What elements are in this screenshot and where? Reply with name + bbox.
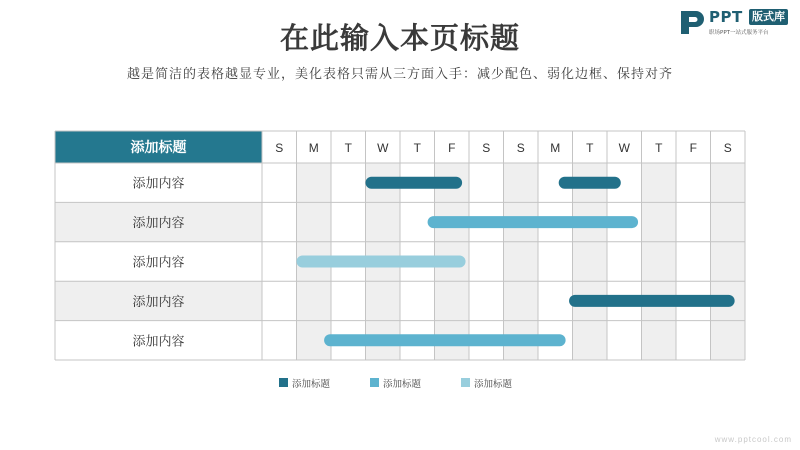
logo-tagline: 职场PPT一站式服务平台 [709,30,769,36]
watermark: www.pptcool.com [714,435,792,444]
legend-swatch [461,378,470,387]
logo-badge: 版式库 [749,9,788,25]
day-header: S [723,141,732,155]
day-header: M [308,141,319,155]
day-header: T [413,141,421,155]
legend-label: 添加标题 [292,379,331,390]
header-label: 添加标题 [130,140,187,156]
day-header: T [586,141,594,155]
day-column-shade [504,163,539,360]
day-column-shade [711,163,746,360]
day-header: M [550,141,561,155]
row-label: 添加内容 [132,334,185,350]
day-header: S [516,141,525,155]
row-label: 添加内容 [132,216,185,232]
day-header: S [482,141,491,155]
day-header: S [275,141,284,155]
legend-label: 添加标题 [474,379,513,390]
day-header: W [377,141,389,155]
day-header: F [689,141,697,155]
day-header: T [655,141,663,155]
day-header: W [618,141,630,155]
day-header: T [344,141,352,155]
logo-text: PPT [709,8,743,26]
legend-swatch [279,378,288,387]
row-label: 添加内容 [132,255,185,271]
day-column-shade [573,163,608,360]
legend-swatch [370,378,379,387]
day-column-shade [642,163,677,360]
page-title: 在此输入本页标题 [279,21,520,55]
legend-label: 添加标题 [383,379,422,390]
page-subtitle: 越是简洁的表格越显专业，美化表格只需从三方面入手：减少配色、弱化边框、保持对齐 [126,67,673,82]
day-header: F [448,141,456,155]
row-label: 添加内容 [132,176,185,192]
row-label: 添加内容 [132,294,185,310]
